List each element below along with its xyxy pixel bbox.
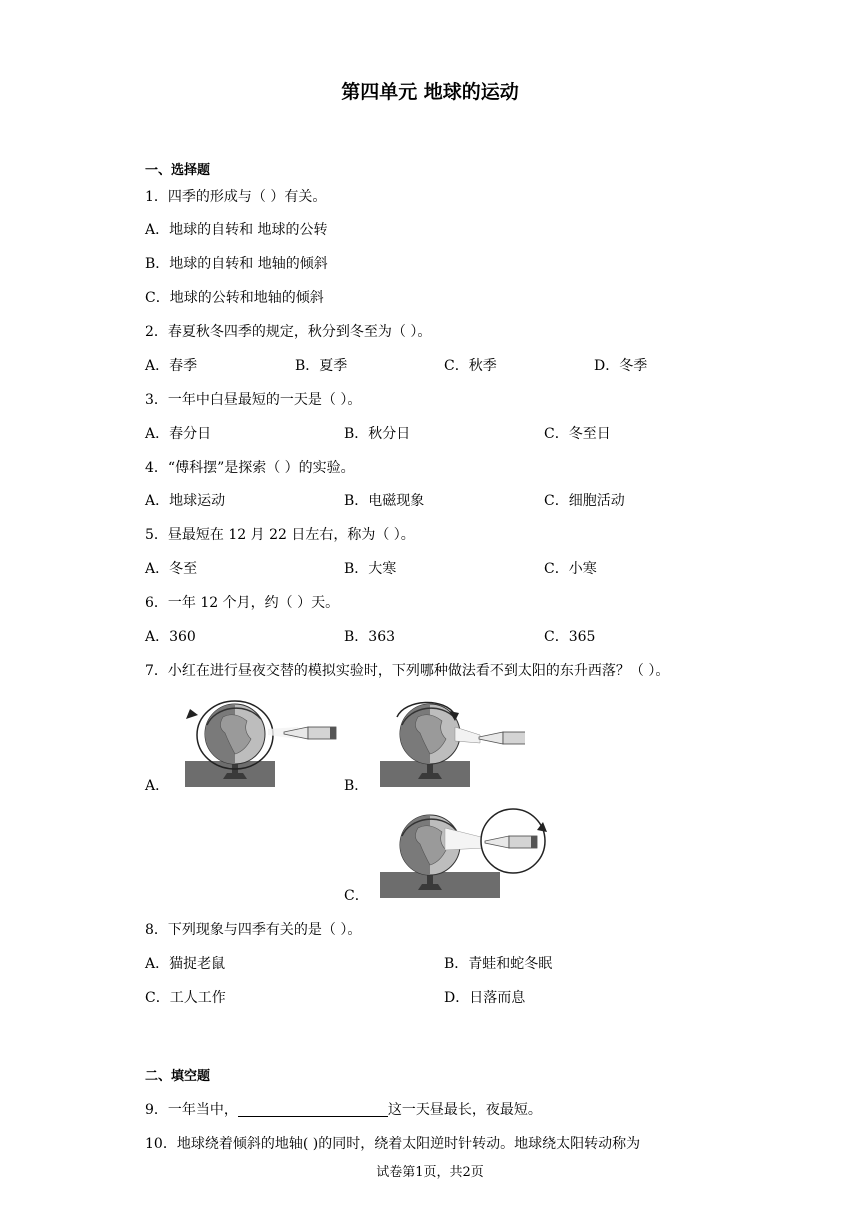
q1-stem: 1．四季的形成与（ ）有关。 xyxy=(145,189,327,205)
section-fill-heading: 二、填空题 xyxy=(145,1069,211,1084)
q3-option-b[interactable]: B．秋分日 xyxy=(344,426,411,442)
q1-option-a[interactable]: A．地球的自转和 地球的公转 xyxy=(145,222,328,238)
q5-option-b[interactable]: B．大寒 xyxy=(344,561,397,577)
q9-text-after: 这一天昼最长，夜最短。 xyxy=(387,1102,542,1118)
q2-option-b[interactable]: B．夏季 xyxy=(295,358,348,374)
q8-stem: 8．下列现象与四季有关的是（ ）。 xyxy=(145,922,362,938)
q2-option-d[interactable]: D．冬季 xyxy=(594,358,648,374)
q1-option-b[interactable]: B．地球的自转和 地轴的倾斜 xyxy=(145,256,328,272)
q4-option-a[interactable]: A．地球运动 xyxy=(145,493,226,509)
q9-line xyxy=(145,1099,542,1119)
q5-option-c[interactable]: C．小寒 xyxy=(544,561,597,577)
page-title: 第四单元 地球的运动 xyxy=(341,81,519,103)
q8-option-b[interactable]: B．青蛙和蛇冬眠 xyxy=(444,956,553,972)
q4-option-c[interactable]: C．细胞活动 xyxy=(544,493,625,509)
q6-option-c[interactable]: C．365 xyxy=(544,629,596,645)
q7-figure-c[interactable] xyxy=(375,808,555,900)
q7-option-a[interactable]: A． xyxy=(145,778,170,794)
q7-option-c[interactable]: C． xyxy=(344,888,369,904)
q9-blank[interactable] xyxy=(238,1102,388,1117)
q1-option-c[interactable]: C．地球的公转和地轴的倾斜 xyxy=(145,290,324,306)
q7-figure-b[interactable] xyxy=(375,697,525,789)
q8-option-d[interactable]: D．日落而息 xyxy=(444,990,526,1006)
q2-option-a[interactable]: A．春季 xyxy=(145,358,198,374)
q8-option-c[interactable]: C．工人工作 xyxy=(145,990,226,1006)
q4-option-b[interactable]: B．电磁现象 xyxy=(344,493,425,509)
q7-option-b[interactable]: B． xyxy=(344,778,369,794)
q6-option-b[interactable]: B．363 xyxy=(344,629,396,645)
q9-text-before: 9．一年当中， xyxy=(145,1102,238,1118)
q3-option-a[interactable]: A．春分日 xyxy=(145,426,212,442)
q5-stem: 5．昼最短在 12 月 22 日左右，称为（ ）。 xyxy=(145,527,415,543)
q6-stem: 6．一年 12 个月，约（ ）天。 xyxy=(145,595,340,611)
page-footer: 试卷第1页，共2页 xyxy=(376,1165,484,1180)
q10-stem: 10．地球绕着倾斜的地轴( )的同时，绕着太阳逆时针转动。地球绕太阳转动称为 xyxy=(145,1136,641,1152)
q6-option-a[interactable]: A．360 xyxy=(145,629,196,645)
q4-stem: 4．“傅科摆”是探索（ ）的实验。 xyxy=(145,460,355,476)
q2-option-c[interactable]: C．秋季 xyxy=(444,358,497,374)
q7-stem: 7．小红在进行昼夜交替的模拟实验时，下列哪种做法看不到太阳的东升西落？（ ）。 xyxy=(145,663,670,679)
section-choice-heading: 一、选择题 xyxy=(145,163,211,178)
q3-option-c[interactable]: C．冬至日 xyxy=(544,426,611,442)
q2-stem: 2．春夏秋冬四季的规定，秋分到冬至为（ ）。 xyxy=(145,324,432,340)
q3-stem: 3．一年中白昼最短的一天是（ ）。 xyxy=(145,392,362,408)
q5-option-a[interactable]: A．冬至 xyxy=(145,561,198,577)
q8-option-a[interactable]: A．猫捉老鼠 xyxy=(145,956,226,972)
q7-figure-a[interactable] xyxy=(180,697,340,789)
